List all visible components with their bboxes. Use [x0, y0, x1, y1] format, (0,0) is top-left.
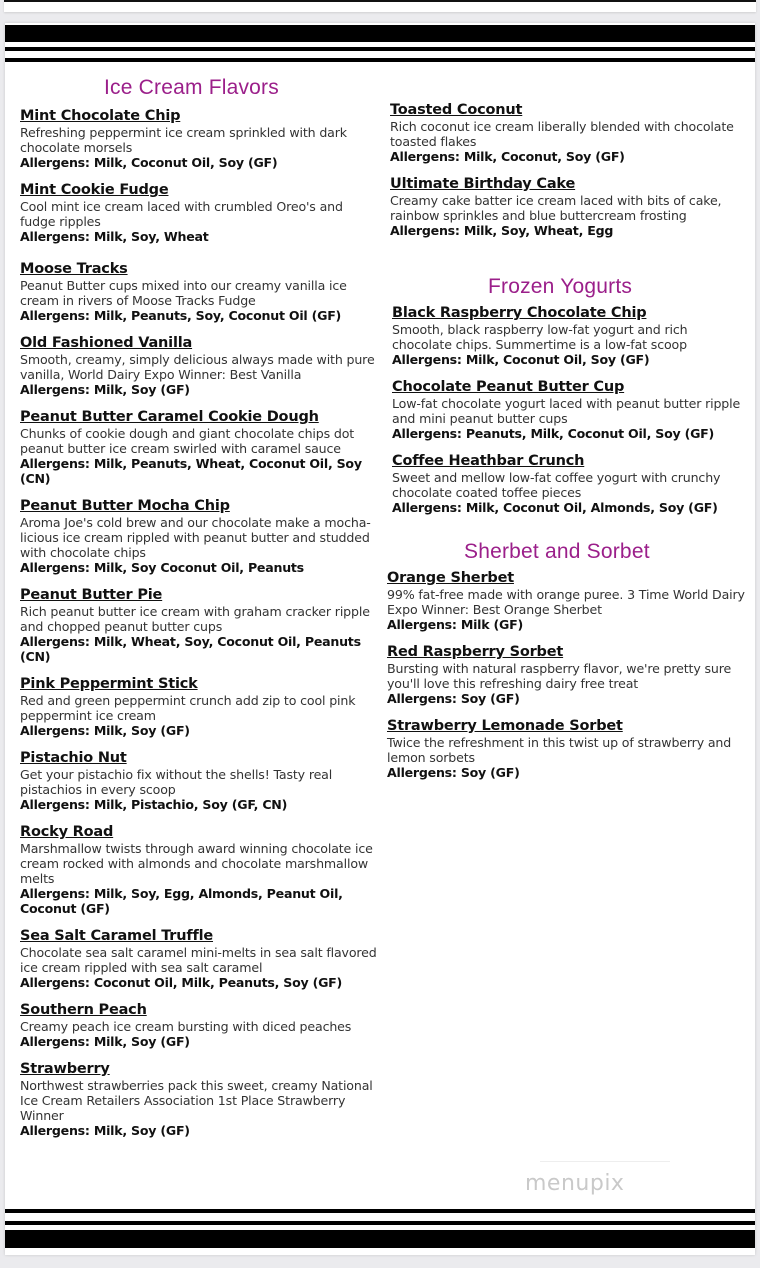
item-description: Chocolate sea salt caramel mini-melts in sea salt flavored ice cream rippled with sea salt caramel — [20, 945, 377, 975]
menu-page — [5, 23, 755, 1255]
item-name: Southern Peach — [20, 1002, 147, 1018]
menu-item — [20, 673, 380, 738]
menu-item — [20, 584, 380, 664]
item-name: Orange Sherbet — [387, 570, 514, 586]
top-stripe-thin-2 — [5, 58, 755, 62]
watermark-divider — [540, 1161, 670, 1162]
item-allergens: Allergens: Milk, Soy (GF) — [20, 1034, 190, 1049]
item-description: Marshmallow twists through award winning chocolate ice cream rocked with almonds and chocolate marshmallow melts — [20, 841, 373, 886]
previous-page-edge — [4, 0, 756, 12]
menu-item — [20, 747, 380, 812]
item-description: Rich coconut ice cream liberally blended with chocolate toasted flakes — [390, 119, 734, 149]
menu-item — [392, 376, 745, 441]
bottom-stripe-thin-2 — [5, 1221, 755, 1225]
item-name: Peanut Butter Caramel Cookie Dough — [20, 409, 319, 425]
item-name: Coffee Heathbar Crunch — [392, 453, 585, 469]
item-description: Rich peanut butter ice cream with graham cracker ripple and chopped peanut butter cups — [20, 604, 370, 634]
bottom-stripe-thick — [5, 1230, 755, 1248]
item-allergens: Allergens: Soy (GF) — [387, 765, 520, 780]
item-allergens: Allergens: Milk, Coconut, Soy (GF) — [390, 149, 625, 164]
stripe — [4, 0, 756, 2]
menu-item — [390, 173, 745, 238]
item-allergens: Allergens: Peanuts, Milk, Coconut Oil, Soy (GF) — [392, 426, 715, 441]
menu-item — [387, 715, 745, 780]
item-name: Moose Tracks — [20, 261, 128, 277]
item-name: Toasted Coconut — [390, 102, 523, 118]
item-description: Low-fat chocolate yogurt laced with peanut butter ripple and mini peanut butter cups — [392, 396, 741, 426]
watermark-logo: menupix — [525, 1171, 625, 1196]
bottom-stripe-thin-1 — [5, 1209, 755, 1213]
item-allergens: Allergens: Milk, Soy Coconut Oil, Peanuts — [20, 560, 304, 575]
item-allergens: Allergens: Coconut Oil, Milk, Peanuts, Soy (GF) — [20, 975, 343, 990]
item-allergens: Allergens: Milk, Coconut Oil, Almonds, Soy (GF) — [392, 500, 718, 515]
menu-item — [387, 641, 745, 706]
item-name: Peanut Butter Pie — [20, 587, 163, 603]
item-name: Rocky Road — [20, 824, 114, 840]
item-description: Get your pistachio fix without the shells! Tasty real pistachios in every scoop — [20, 767, 333, 797]
item-description: Creamy peach ice cream bursting with diced peaches — [20, 1019, 352, 1034]
right-column — [387, 99, 745, 780]
item-description: Creamy cake batter ice cream laced with bits of cake, rainbow sprinkles and blue buttercream frosting — [390, 193, 722, 223]
item-allergens: Allergens: Milk, Peanuts, Wheat, Coconut Oil, Soy (CN) — [20, 456, 362, 486]
item-description: 99% fat-free made with orange puree. 3 Time World Dairy Expo Winner: Best Orange Sherbet — [387, 587, 745, 617]
item-allergens: Allergens: Milk, Peanuts, Soy, Coconut Oil (GF) — [20, 308, 342, 323]
top-stripe-thin-1 — [5, 47, 755, 51]
menu-item — [392, 450, 745, 515]
item-description: Bursting with natural raspberry flavor, we're pretty sure you'll love this refreshing dairy free treat — [387, 661, 732, 691]
item-name: Strawberry Lemonade Sorbet — [387, 718, 623, 734]
item-allergens: Allergens: Soy (GF) — [387, 691, 520, 706]
item-name: Peanut Butter Mocha Chip — [20, 498, 230, 514]
section-title-ice-cream: Ice Cream Flavors — [104, 76, 279, 99]
item-name: Red Raspberry Sorbet — [387, 644, 564, 660]
item-allergens: Allergens: Milk, Soy (GF) — [20, 1123, 190, 1138]
item-description: Cool mint ice cream laced with crumbled Oreo's and fudge ripples — [20, 199, 343, 229]
item-allergens: Allergens: Milk (GF) — [387, 617, 523, 632]
menu-item — [20, 1058, 380, 1138]
menu-item — [20, 999, 380, 1049]
menu-item — [390, 99, 745, 164]
item-allergens: Allergens: Milk, Soy (GF) — [20, 382, 190, 397]
menu-item — [20, 179, 380, 244]
menu-item — [392, 302, 745, 367]
section-title-sherbet-sorbet: Sherbet and Sorbet — [464, 540, 650, 563]
item-allergens: Allergens: Milk, Soy (GF) — [20, 723, 190, 738]
item-description: Chunks of cookie dough and giant chocolate chips dot peanut butter ice cream swirled with caramel sauce — [20, 426, 355, 456]
item-name: Old Fashioned Vanilla — [20, 335, 193, 351]
item-allergens: Allergens: Milk, Coconut Oil, Soy (GF) — [20, 155, 278, 170]
menu-item — [20, 821, 380, 916]
menu-item — [20, 495, 380, 575]
item-description: Twice the refreshment in this twist up of strawberry and lemon sorbets — [387, 735, 732, 765]
menu-item — [20, 258, 380, 323]
item-allergens: Allergens: Milk, Soy, Wheat — [20, 229, 209, 244]
item-name: Pistachio Nut — [20, 750, 127, 766]
item-description: Refreshing peppermint ice cream sprinkled with dark chocolate morsels — [20, 125, 347, 155]
item-name: Sea Salt Caramel Truffle — [20, 928, 214, 944]
item-allergens: Allergens: Milk, Soy, Egg, Almonds, Peanut Oil, Coconut (GF) — [20, 886, 343, 916]
menu-item — [20, 925, 380, 990]
item-name: Mint Chocolate Chip — [20, 108, 181, 124]
item-name: Mint Cookie Fudge — [20, 182, 169, 198]
item-description: Aroma Joe's cold brew and our chocolate make a mocha-licious ice cream rippled with peanut butter and studded with chocolate chips — [20, 515, 371, 560]
item-description: Red and green peppermint crunch add zip to cool pink peppermint ice cream — [20, 693, 356, 723]
menu-item — [20, 406, 380, 486]
item-description: Sweet and mellow low-fat coffee yogurt with crunchy chocolate coated toffee pieces — [392, 470, 721, 500]
item-allergens: Allergens: Milk, Soy, Wheat, Egg — [390, 223, 614, 238]
item-allergens: Allergens: Milk, Pistachio, Soy (GF, CN) — [20, 797, 288, 812]
section-title-frozen-yogurt: Frozen Yogurts — [488, 275, 633, 298]
item-description: Northwest strawberries pack this sweet, creamy National Ice Cream Retailers Association 1st Place Strawberry Winner — [20, 1078, 373, 1123]
item-name: Ultimate Birthday Cake — [390, 176, 576, 192]
item-name: Pink Peppermint Stick — [20, 676, 198, 692]
left-column — [20, 75, 380, 1138]
top-stripe-thick — [5, 25, 755, 42]
item-name: Strawberry — [20, 1061, 110, 1077]
item-allergens: Allergens: Milk, Coconut Oil, Soy (GF) — [392, 352, 650, 367]
item-description: Smooth, black raspberry low-fat yogurt and rich chocolate chips. Summertime is a low-fat scoop — [392, 322, 688, 352]
menu-item — [387, 567, 745, 632]
item-allergens: Allergens: Milk, Wheat, Soy, Coconut Oil, Peanuts (CN) — [20, 634, 361, 664]
item-description: Peanut Butter cups mixed into our creamy vanilla ice cream in rivers of Moose Tracks Fudge — [20, 278, 347, 308]
item-name: Chocolate Peanut Butter Cup — [392, 379, 625, 395]
item-name: Black Raspberry Chocolate Chip — [392, 305, 647, 321]
menu-item — [20, 105, 380, 170]
item-description: Smooth, creamy, simply delicious always made with pure vanilla, World Dairy Expo Winner: Best Vanilla — [20, 352, 375, 382]
menu-item — [20, 332, 380, 397]
